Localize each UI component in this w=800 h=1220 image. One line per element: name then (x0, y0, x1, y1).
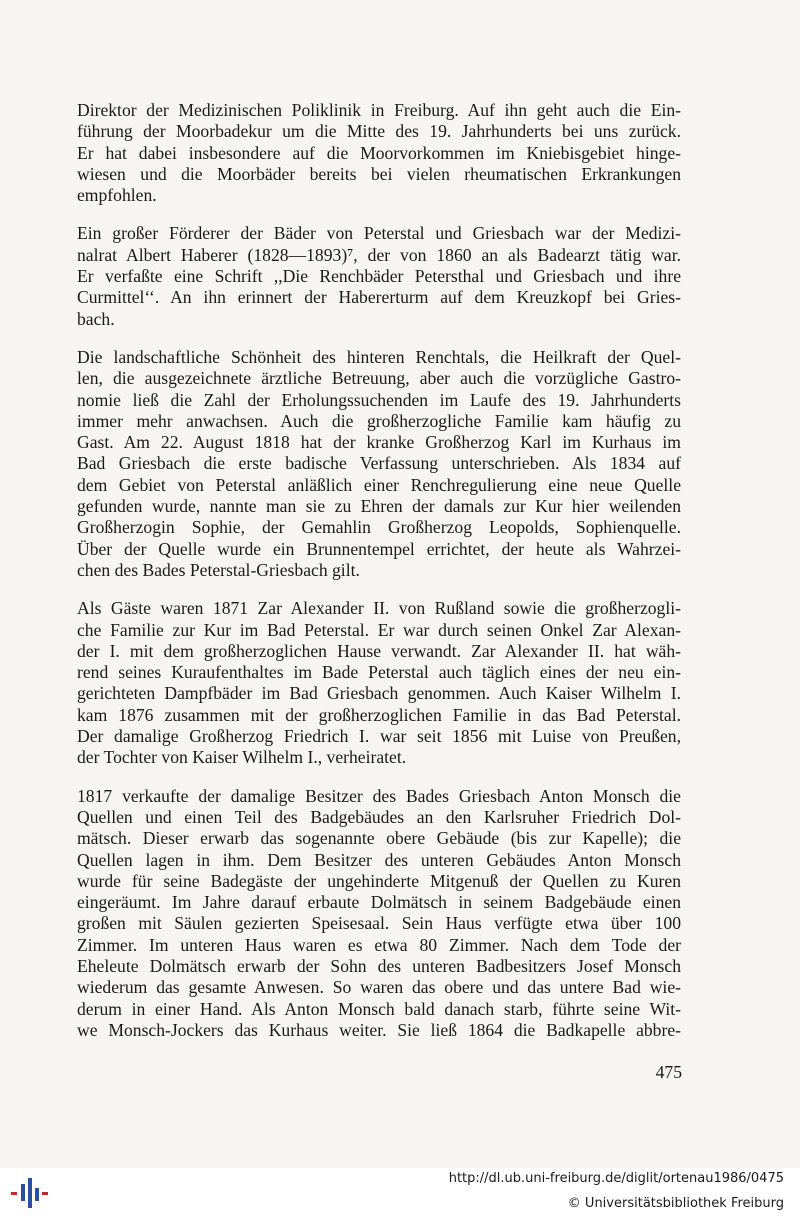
text-line: immer mehr anwachsen. Auch die großherzogliche Familie kam häufig zu (77, 410, 681, 431)
text-line: Über der Quelle wurde ein Brunnentempel errichtet, der heute als Wahrzei- (77, 538, 681, 559)
text-line: rend seines Kuraufenthaltes im Bade Peterstal auch täglich eines der neu ein- (77, 662, 681, 683)
text-line: empfohlen. (77, 185, 157, 206)
text-line: chen des Bades Peterstal-Griesbach gilt. (77, 559, 360, 580)
paragraph (77, 598, 681, 768)
text-line: der I. mit dem großherzoglichen Hause verwandt. Zar Alexander II. hat wäh- (77, 640, 681, 661)
copyright-notice: © Universitätsbibliothek Freiburg (567, 1196, 784, 1211)
text-line: Curmittel‘‘. An ihn erinnert der Habererturm auf dem Kreuzkopf bei Gries- (77, 287, 681, 308)
text-line: Bad Griesbach die erste badische Verfassung unterschrieben. Als 1834 auf (77, 453, 681, 474)
paragraph-gap (77, 581, 681, 598)
text-line: Quellen lagen in ihm. Dem Besitzer des unteren Gebäudes Anton Monsch (77, 849, 681, 870)
text-line: Direktor der Medizinischen Poliklinik in Freiburg. Auf ihn geht auch die Ein- (77, 100, 681, 120)
text-line: Er verfaßte eine Schrift ,,Die Renchbäder Petersthal und Griesbach und ihre (77, 266, 681, 287)
text-line: wiesen und die Moorbäder bereits bei vielen rheumatischen Erkrankungen (77, 163, 681, 184)
text-line: eingeräumt. Im Jahre darauf erbaute Dolmätsch in seinem Badgebäude einen (77, 892, 681, 913)
text-line: wurde für seine Badegäste der ungehinderte Mitgenuß der Quellen zu Kuren (77, 870, 681, 891)
text-line: dem Gebiet von Peterstal anläßlich einer Renchregulierung eine neue Quelle (77, 474, 681, 495)
text-line: kam 1876 zusammen mit der großherzoglichen Familie in das Bad Peterstal. (77, 704, 681, 725)
text-line: Großherzogin Sophie, der Gemahlin Großherzog Leopolds, Sophienquelle. (77, 517, 681, 538)
text-line: Zimmer. Im unteren Haus waren es etwa 80 Zimmer. Nach dem Tode der (77, 934, 681, 955)
text-line: großen mit Säulen gezierten Speisesaal. Sein Haus verfügte etwa über 100 (77, 913, 681, 934)
text-line: derum in einer Hand. Als Anton Monsch bald danach starb, führte seine Wit- (77, 998, 681, 1019)
text-line: Eheleute Dolmätsch erwarb der Sohn des unteren Badbesitzers Josef Monsch (77, 955, 681, 976)
text-line: bach. (77, 308, 115, 329)
text-line: führung der Moorbadekur um die Mitte des 19. Jahrhunderts bei uns zurück. (77, 121, 681, 142)
text-line: gerichteten Dampfbäder im Bad Griesbach genommen. Auch Kaiser Wilhelm I. (77, 683, 681, 704)
paragraph (77, 100, 681, 206)
paragraph-gap (77, 330, 681, 347)
text-line: gefunden wurde, nannte man sie zu Ehren der damals zur Kur hier weilenden (77, 496, 681, 517)
page-number: 475 (655, 1062, 682, 1082)
text-line: che Familie zur Kur im Bad Peterstal. Er war durch seinen Onkel Zar Alexan- (77, 619, 681, 640)
text-line: Gast. Am 22. August 1818 hat der kranke Großherzog Karl im Kurhaus im (77, 432, 681, 453)
paragraph (77, 786, 681, 1042)
text-line: Ein großer Förderer der Bäder von Peterstal und Griesbach war der Medizi- (77, 223, 681, 244)
paragraph-gap (77, 769, 681, 786)
text-line: Quellen und einen Teil des Badgebäudes an den Karlsruher Friedrich Dol- (77, 806, 681, 827)
library-logo-icon (8, 1174, 50, 1216)
text-line: we Monsch-Jockers das Kurhaus weiter. Sie ließ 1864 die Badkapelle abbre- (77, 1019, 681, 1040)
paragraph (77, 347, 681, 581)
text-line: len, die ausgezeichnete ärztliche Betreuung, aber auch die vorzügliche Gastro- (77, 368, 681, 389)
source-url-link[interactable]: http://dl.ub.uni-freiburg.de/diglit/ortenau1986/0475 (448, 1171, 784, 1186)
text-line: mätsch. Dieser erwarb das sogenannte obere Gebäude (bis zur Kapelle); die (77, 828, 681, 849)
text-line: nalrat Albert Haberer (1828—1893)⁷, der von 1860 an als Badearzt tätig war. (77, 244, 681, 265)
text-line: nomie ließ die Zahl der Erholungssuchenden im Laufe des 19. Jahrhunderts (77, 389, 681, 410)
text-line: Als Gäste waren 1871 Zar Alexander II. von Rußland sowie die großherzogli- (77, 598, 681, 619)
text-line: wiederum das gesamte Anwesen. So waren das obere und das untere Bad wie- (77, 977, 681, 998)
text-line: 1817 verkaufte der damalige Besitzer des Bades Griesbach Anton Monsch die (77, 785, 681, 806)
text-line: der Tochter von Kaiser Wilhelm I., verheiratet. (77, 747, 407, 768)
paragraph-gap (77, 206, 681, 223)
text-line: Die landschaftliche Schönheit des hinteren Renchtals, die Heilkraft der Quel- (77, 346, 681, 367)
footer-bar (0, 1168, 800, 1220)
body-text (77, 100, 681, 1041)
paragraph (77, 223, 681, 329)
text-line: Der damalige Großherzog Friedrich I. war seit 1856 mit Luise von Preußen, (77, 726, 681, 747)
text-line: Er hat dabei insbesondere auf die Moorvorkommen im Kniebisgebiet hinge- (77, 142, 681, 163)
